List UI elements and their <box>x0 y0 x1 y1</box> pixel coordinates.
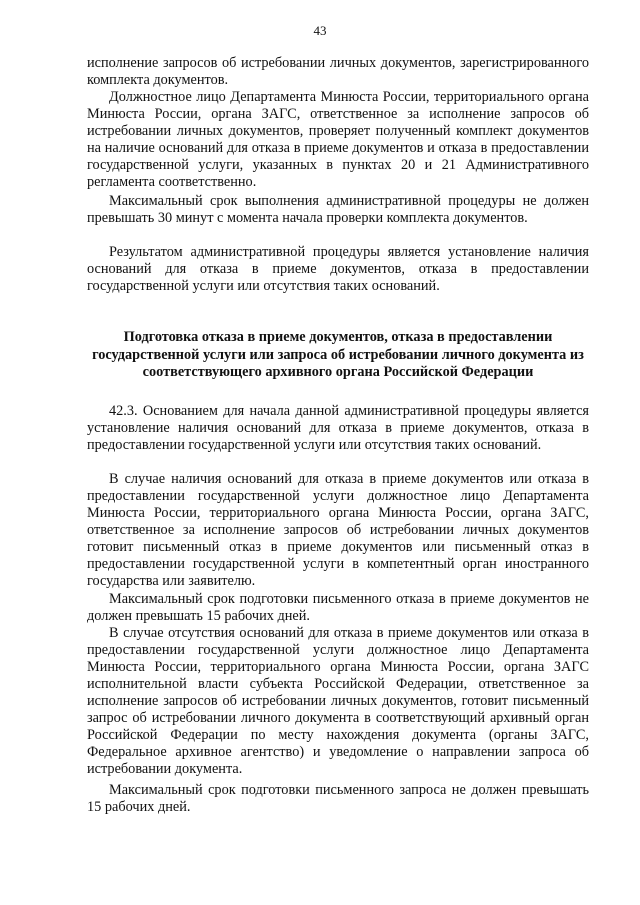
paragraph-max-time: Максимальный срок выполнения административной процедуры не должен превышать 30 минут с момента начала проверки комплекта документов. <box>87 193 589 226</box>
paragraph-request: В случае отсутствия оснований для отказа в приеме документов или отказа в предоставлении государственной услуги должностное лицо Департамента Минюста России, территориального органа Минюста России, органа ЗАГС исполнительной власти субъекта Российской Федерации, ответственное за исполнение запросов об истребовании личных документов, готовит письменный запрос об истребовании личного документа в соответствующий архивный орган Российской Федерации по месту нахождения документа (органы ЗАГС, Федеральное архивное агентство) и уведомление о направлении запроса об истребовании документа. <box>87 625 589 777</box>
section-heading: Подготовка отказа в приеме документов, отказа в предоставлении государственной услуги или запроса об истребовании личного документа из соответствующего архивного органа Российской Федерации <box>92 329 584 380</box>
paragraph-result: Результатом административной процедуры является установление наличия оснований для отказа в приеме документов, отказа в предоставлении государственной услуги или отсутствия таких оснований. <box>87 244 589 294</box>
paragraph-official-check: Должностное лицо Департамента Минюста России, территориального органа Минюста России, органа ЗАГС, ответственное за исполнение запросов об истребовании личных документов, проверяет полученный комплект документов на наличие оснований для отказа в приеме документов и отказа в предоставлении государственной услуги, указанных в пунктах 20 и 21 Административного регламента соответственно. <box>87 89 589 190</box>
paragraph-42-3: 42.3. Основанием для начала данной административной процедуры является установление наличия оснований для отказа в приеме документов, отказа в предоставлении государственной услуги или отсутствия таких оснований. <box>87 403 589 453</box>
paragraph-refusal-deadline: Максимальный срок подготовки письменного отказа в приеме документов не должен превышать 15 рабочих дней. <box>87 591 589 624</box>
paragraph-request-deadline: Максимальный срок подготовки письменного запроса не должен превышать 15 рабочих дней. <box>87 782 589 815</box>
paragraph-refusal: В случае наличия оснований для отказа в приеме документов или отказа в предоставлении государственной услуги должностное лицо Департамента Минюста России, территориального органа Минюста России, органа ЗАГС, ответственное за исполнение запросов об истребовании личных документов готовит письменный отказ в приеме документов или письменный отказ в предоставлении государственной услуги в компетентный орган иностранного государства или заявителю. <box>87 471 589 589</box>
page-number: 43 <box>313 23 327 38</box>
paragraph-continuation: исполнение запросов об истребовании личных документов, зарегистрированного комплекта документов. <box>87 55 589 88</box>
